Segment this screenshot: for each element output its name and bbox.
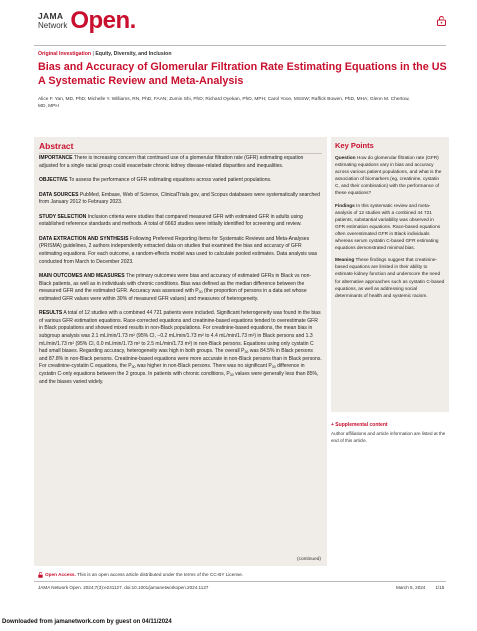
key-point-section-text: These findings suggest that creatinine-based equations are limited in their ability to estimate kidney function and underscore the need for alternative approaches such as cystatin C-based equations, as well as addressing social determinants of health and systemic racism. bbox=[335, 258, 445, 299]
key-points-box bbox=[331, 137, 449, 412]
logo-open-text: Open. bbox=[70, 7, 136, 34]
open-access-notice bbox=[38, 572, 243, 578]
abstract-section-label: OBJECTIVE bbox=[39, 177, 68, 184]
affiliations-note: Author affiliations and article information are listed at the end of this article. bbox=[331, 431, 446, 443]
key-point-section bbox=[335, 257, 445, 300]
abstract-divider bbox=[39, 153, 322, 154]
abstract-section bbox=[39, 177, 322, 185]
key-point-section-text: How do glomerular filtration rate (GFR) estimating equations vary in bias and accuracy across various patient populations, and what is the association of biomarkers (eg, creatinine, cystatin C, and their combination) with the performance of these equations? bbox=[335, 156, 442, 197]
article-type-label[interactable]: Original Investigation bbox=[38, 51, 92, 57]
article-category[interactable]: Equity, Diversity, and Inclusion bbox=[95, 51, 172, 57]
download-note: Downloaded from jamanetwork.com by guest on 04/11/2024 bbox=[2, 619, 172, 625]
abstract-section-label: DATA SOURCES bbox=[39, 191, 79, 198]
key-points-heading: Key Points bbox=[335, 141, 374, 150]
abstract-section-label: MAIN OUTCOMES AND MEASURES bbox=[39, 272, 125, 279]
abstract-section-text: PubMed, Embase, Web of Science, ClinicalTrials.gov, and Scopus databases were systematically searched from January 2012 to February 2023. bbox=[39, 191, 320, 206]
abstract-body bbox=[39, 155, 322, 393]
abstract-heading: Abstract bbox=[39, 141, 74, 151]
abstract-section-text: A total of 12 studies with a combined 44 721 patients were included. Significant heterogeneity was found in the bias of various GFR estimation equations. Race-corrected equations and creatinine-based equations tended to overestimate GFR in Black populations and showed mixed results in non-Black populations. For creatinine-based equations, the mean bias in subgroup analysis was 2.1 mL/min/1.73 m² (95% CI, −0.2 mL/min/1.73 m² to 4.4 mL/min/1.73 m²) in Black persons and 1.3 mL/min/1.73 m² (95% CI, 0.0 mL/min/1.73 m² to 2.5 mL/min/1.73 m²) in non-Black persons. Equations using only cystatin C had small biases. Regarding accuracy, heterogeneity was high in both groups. The overall $P_{30}$ was 84.5% in Black persons and 87.8% in non-Black persons. Creatinine-based equations were more accurate in non-Black persons than in Black persons. For creatinine-cystatin C equations, the $P_{30}$ was higher in non-Black persons. There was no significant $P_{30}$ difference in cystatin C-only equations between the 2 groups. In patients with chronic conditions, $P_{30}$ values were generally less than 85%, and the biases varied widely. bbox=[39, 310, 322, 385]
open-access-lock-icon bbox=[38, 572, 43, 578]
footer-date-page bbox=[396, 585, 444, 590]
publication-date: March 5, 2024 bbox=[396, 585, 426, 590]
abstract-box bbox=[34, 137, 327, 566]
abstract-section bbox=[39, 310, 322, 386]
article-type-separator: | bbox=[92, 51, 94, 57]
key-point-section-text: In this systematic review and meta-analysis of 12 studies with a combined 44 721 patients, substantial variability was observed in GFR estimation equations. Race-based equations often overestimated GFR in Black individuals whereas serum cystatin C-based GFR estimating equations demonstrated minimal bias. bbox=[335, 203, 441, 252]
jama-network-open-logo[interactable] bbox=[38, 8, 136, 34]
open-lock-icon bbox=[437, 16, 446, 26]
abstract-section bbox=[39, 214, 322, 229]
logo-jama-text: JAMA bbox=[38, 11, 64, 21]
abstract-section bbox=[39, 273, 322, 303]
article-type-line bbox=[38, 51, 172, 57]
abstract-section-label: IMPORTANCE bbox=[39, 155, 73, 161]
open-access-label[interactable]: Open Access. bbox=[45, 572, 76, 578]
key-point-section-label: Findings bbox=[335, 203, 355, 209]
supplemental-section bbox=[331, 422, 447, 444]
abstract-section-text: To assess the performance of GFR estimating equations across varied patient populations. bbox=[68, 177, 272, 184]
logo-network-text: Network bbox=[38, 21, 68, 30]
abstract-section bbox=[39, 155, 322, 170]
supplemental-content-link[interactable]: + Supplemental content bbox=[331, 422, 388, 428]
author-list: Alice F. Yan, MD, PhD; Michelle Y. Williams, RN, PhD, FAAN; Zumin Shi, PhD; Richard Oyekan, PhD, MPH; Carol Yoon, MSSW; Raffick Bowen, PhD, MHA; Glenn M. Chertow, MD, MPH bbox=[38, 97, 410, 109]
open-access-text: This is an open access article distributed under the terms of the CC-BY License. bbox=[77, 572, 244, 578]
abstract-section bbox=[39, 192, 322, 207]
key-point-section bbox=[335, 155, 445, 198]
abstract-section-text: Following Preferred Reporting Items for Systematic Reviews and Meta-Analyses (PRISMA) guidelines, 2 authors independently extracted data on studies that examined the bias and accuracy of GFR estimating equations. For each outcome, a random-effects model was used to calculate pooled estimates. Data analysis was conducted from March to December 2023. bbox=[39, 235, 318, 265]
key-point-section bbox=[335, 203, 445, 253]
abstract-section-label: RESULTS bbox=[39, 310, 63, 317]
page-number: 1/15 bbox=[435, 585, 445, 590]
abstract-section-text: Inclusion criteria were studies that compared measured GFR with estimated GFR in adults using established reference standards and methods. A total of 6663 studies were initially identified for screening and review. bbox=[39, 213, 303, 228]
citation-line: JAMA Network Open. 2024;7(3):e241127. doi:10.1001/jamanetworkopen.2024.1127 bbox=[38, 585, 209, 590]
abstract-section-text: The primary outcomes were bias and accuracy of estimated GFRs in Black vs non-Black patients, as well as in individuals with chronic conditions. Bias was defined as the median difference between the measured GFR and the estimated GFR. Accuracy was assessed with $P_{30}$ (the proportion of persons in a data set whose estimated GFR values were within 30% of measured GFR values) and measures of heterogeneity. bbox=[39, 272, 312, 302]
abstract-section-text: There is increasing concern that continued use of a glomerular filtration rate (GFR) estimating equation adjusted for a single racial group could exacerbate chronic kidney disease-related disparities and inequalities. bbox=[39, 155, 304, 169]
key-points-body bbox=[335, 155, 445, 305]
key-point-section-label: Question bbox=[335, 156, 356, 161]
key-point-section-label: Meaning bbox=[335, 258, 355, 264]
continued-note: (continued) bbox=[297, 557, 321, 562]
article-title: Bias and Accuracy of Glomerular Filtration Rate Estimating Equations in the US A Systematic Review and Meta-Analysis bbox=[38, 61, 447, 87]
abstract-section-label: DATA EXTRACTION AND SYNTHESIS bbox=[39, 235, 129, 242]
abstract-section bbox=[39, 236, 322, 266]
header-divider bbox=[34, 45, 446, 46]
footer-divider bbox=[34, 581, 446, 582]
abstract-section-label: STUDY SELECTION bbox=[39, 213, 87, 220]
